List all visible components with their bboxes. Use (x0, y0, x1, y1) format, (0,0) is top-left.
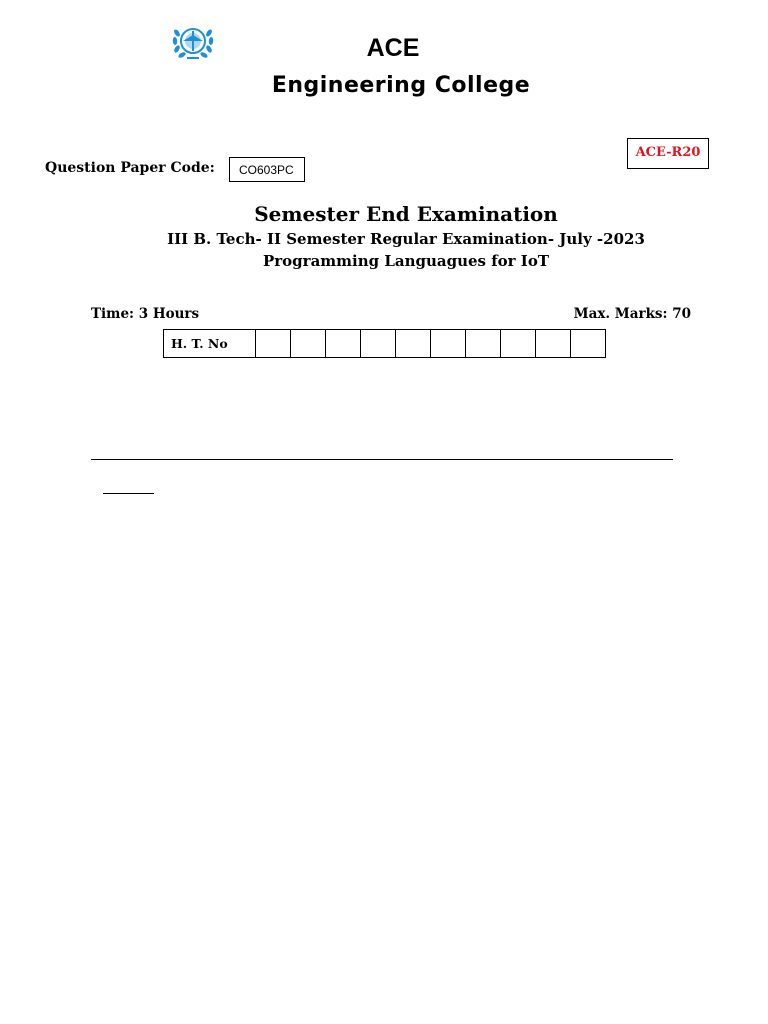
hall-ticket-number-table (163, 329, 606, 358)
hall-ticket-label: H. T. No (164, 330, 256, 358)
short-underline (103, 493, 154, 494)
hall-ticket-digit-cell (466, 330, 501, 358)
college-short-name: ACE (366, 34, 420, 62)
hall-ticket-digit-cell (571, 330, 606, 358)
hall-ticket-digit-cell (396, 330, 431, 358)
hall-ticket-digit-cell (536, 330, 571, 358)
hall-ticket-digit-cell (501, 330, 536, 358)
subject-name: Programming Languagues for IoT (262, 252, 549, 270)
section-divider-line (91, 459, 673, 460)
question-paper-code-box: CO603PC (229, 157, 305, 182)
question-paper-code-label: Question Paper Code: (45, 160, 215, 176)
hall-ticket-digit-cell (431, 330, 466, 358)
hall-ticket-digit-cell (291, 330, 326, 358)
hall-ticket-digit-cell (326, 330, 361, 358)
regulation-badge: ACE-R20 (627, 138, 709, 169)
college-name: Engineering College (271, 73, 531, 98)
exam-subtitle: III B. Tech- II Semester Regular Examination- July -2023 (167, 230, 645, 248)
exam-duration: Time: 3 Hours (91, 306, 200, 322)
hall-ticket-digit-cell (361, 330, 396, 358)
hall-ticket-digit-cell (256, 330, 291, 358)
hall-ticket-row (164, 330, 606, 358)
max-marks: Max. Marks: 70 (573, 306, 691, 322)
exam-title: Semester End Examination (254, 202, 558, 226)
